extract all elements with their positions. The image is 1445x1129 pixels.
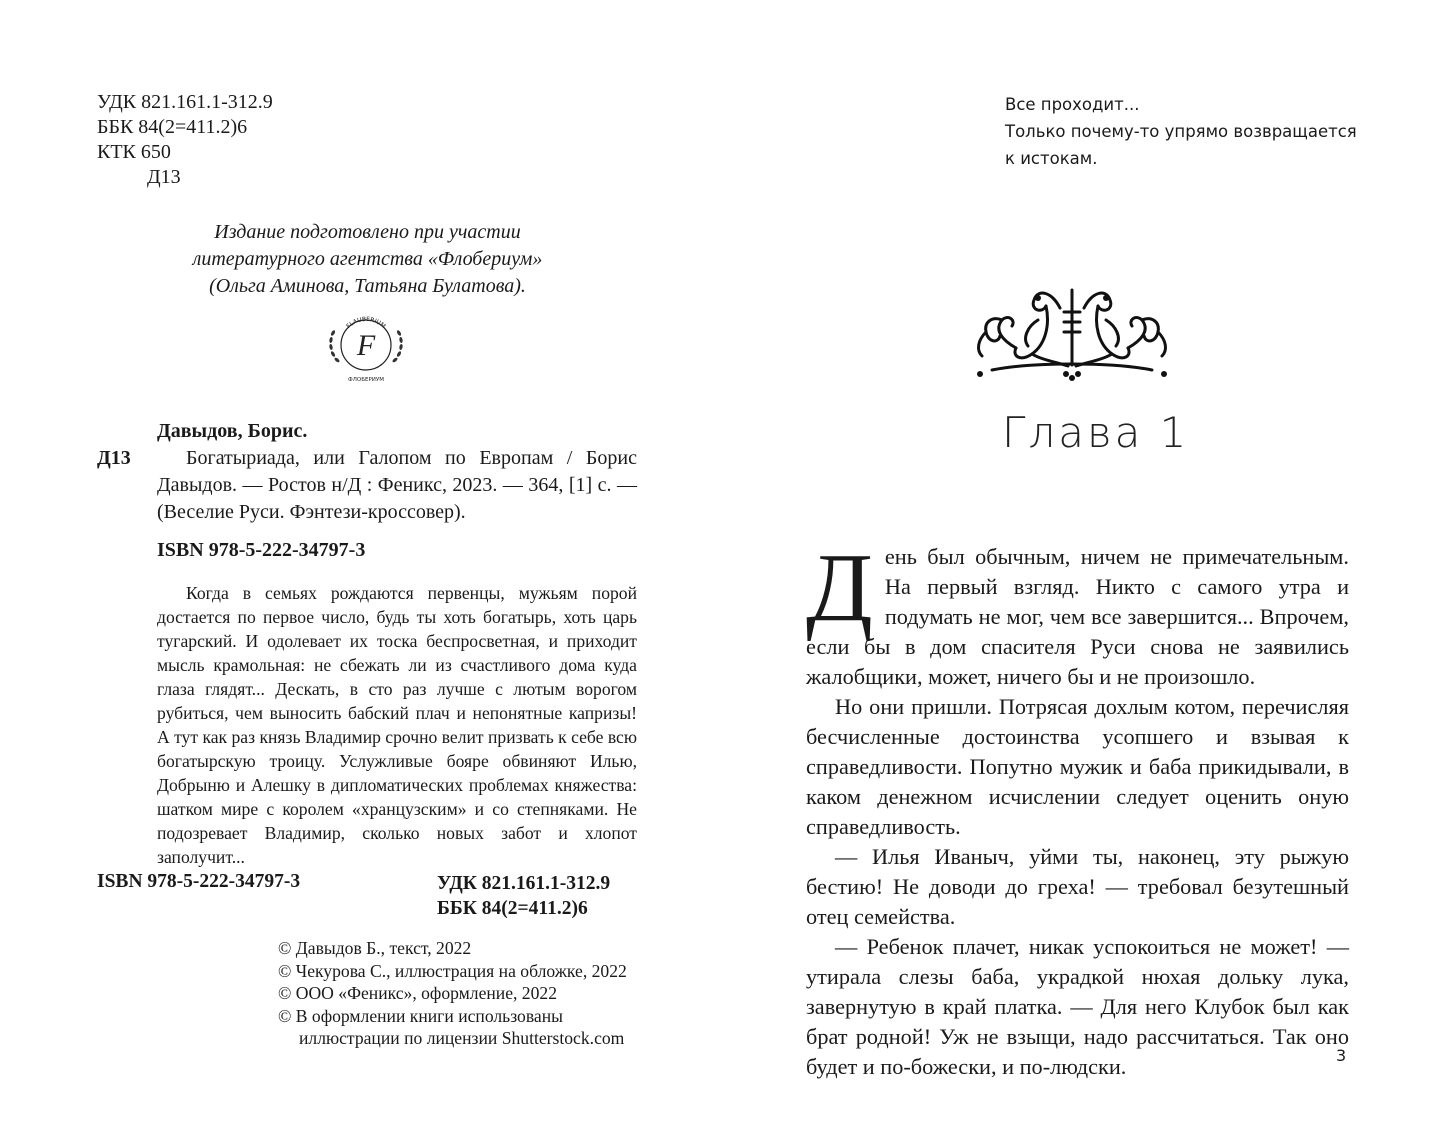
paragraph-text: ень был обычным, ничем не примечательным. На первый взгляд. Никто с самого утра и подумать не мог, чем все завершится... Впрочем, если бы в дом спасителя Руси снова не заявились жалобщики, может, ничего бы и не произошло. (806, 544, 1349, 689)
bottom-bbk: ББК 84(2=411.2)6 (437, 898, 588, 919)
copyright-line: © ООО «Феникс», оформление, 2022 (278, 983, 557, 1003)
credit-line: литературного агентства «Флобериум» (192, 248, 543, 270)
page-number: 3 (1336, 1046, 1347, 1065)
bottom-isbn: ISBN 978-5-222-34797-3 (97, 871, 301, 892)
chapter-text (806, 534, 1349, 1082)
epigraph (1005, 91, 1357, 172)
paragraph: — Илья Иваныч, уйми ты, наконец, эту рыжую бестию! Не доводи до греха! — требовал безутешный отец семейства. (806, 844, 1349, 929)
isbn: ISBN 978-5-222-34797-3 (157, 539, 366, 561)
author-heading: Давыдов, Борис. (157, 420, 308, 442)
right-page (722, 0, 1445, 1129)
annotation: Когда в семьях рождаются первенцы, мужьям порой достается по первое число, будь ты хоть богатырь, хоть царь тугарский. И одолевает их тоска беспросветная, и приходит мысль крамольная: не сбежать ли из счастливого дома куда глаза глядят... Дескать, в сто раз лучше с лютым ворогом рубиться, чем выносить бабский плач и непонятные капризы! А тут как раз князь Владимир срочно велит призвать к себе всю богатырскую троицу. Услужливые бояре обвиняют Илью, Добрыню и Алешку в дипломатических проблемах княжества: шатком мире с королем «хранцузским» и со степняками. Не подозревает Владимир, сколько новых забот и хлопот заполучит... (157, 583, 637, 867)
classification-codes (97, 90, 273, 190)
paragraph (806, 534, 1349, 692)
left-page (0, 0, 722, 1129)
agency-credit (140, 219, 595, 300)
epigraph-line: Все проходит... (1005, 95, 1140, 114)
credit-line: (Ольга Аминова, Татьяна Булатова). (209, 275, 526, 297)
credit-line: Издание подготовлено при участии (214, 221, 521, 243)
paragraph: — Ребенок плачет, никак успокоиться не может! — утирала слезы баба, украдкой нюхая дольку лука, завернутую в край платка. — Для него Клубок был как брат родной! Уж не взыщи, надо рассчитаться. Так оно будет и по-божески, и по-людски. (806, 934, 1349, 1079)
bottom-udk: УДК 821.161.1-312.9 (437, 873, 611, 894)
drop-cap: Д (806, 534, 873, 642)
logo-arc-text: FLAUBERIUM (345, 315, 387, 330)
ktk-code: КТК 650 (97, 141, 171, 163)
copyright-line: © Давыдов Б., текст, 2022 (278, 938, 472, 958)
epigraph-line: Только почему-то упрямо возвращается (1005, 122, 1357, 141)
copyright-block (278, 937, 648, 1050)
author-code-mark: Д13 (97, 447, 131, 469)
bbk-code: ББК 84(2=411.2)6 (97, 116, 248, 138)
bibliographic-entry: Богатыриада, или Галопом по Европам / Борис Давыдов. — Ростов н/Д : Феникс, 2023. — 364, [1] с. — (Веселие Руси. Фэнтези-кроссовер). (157, 447, 637, 523)
paragraph: Но они пришли. Потрясая дохлым котом, перечисляя бесчисленные достоинства усопшего и взывая к справедливости. Попутно мужик и баба прикидывали, в каком денежном исчислении следует оценить оную справедливость. (806, 694, 1349, 839)
copyright-line: иллюстрации по лицензии Shutterstock.com (299, 1028, 625, 1048)
floberium-logo-icon (322, 303, 410, 385)
bibliographic-record (97, 418, 637, 564)
bottom-codes (437, 871, 610, 921)
copyright-line: © В оформлении книги использованы (278, 1005, 563, 1026)
author-mark: Д13 (147, 166, 181, 188)
copyright-line: © Чекурова С., иллюстрация на обложке, 2022 (278, 960, 627, 981)
logo-bottom-text: ФЛОБЕРИУМ (348, 377, 384, 383)
epigraph-line: к истокам. (1005, 149, 1098, 168)
floberium-logo (322, 303, 410, 385)
chapter-title: Глава 1 (1002, 408, 1190, 457)
logo-letter: F (356, 329, 376, 362)
udk-code: УДК 821.161.1-312.9 (97, 91, 273, 113)
birds-ornament-icon (972, 270, 1172, 390)
